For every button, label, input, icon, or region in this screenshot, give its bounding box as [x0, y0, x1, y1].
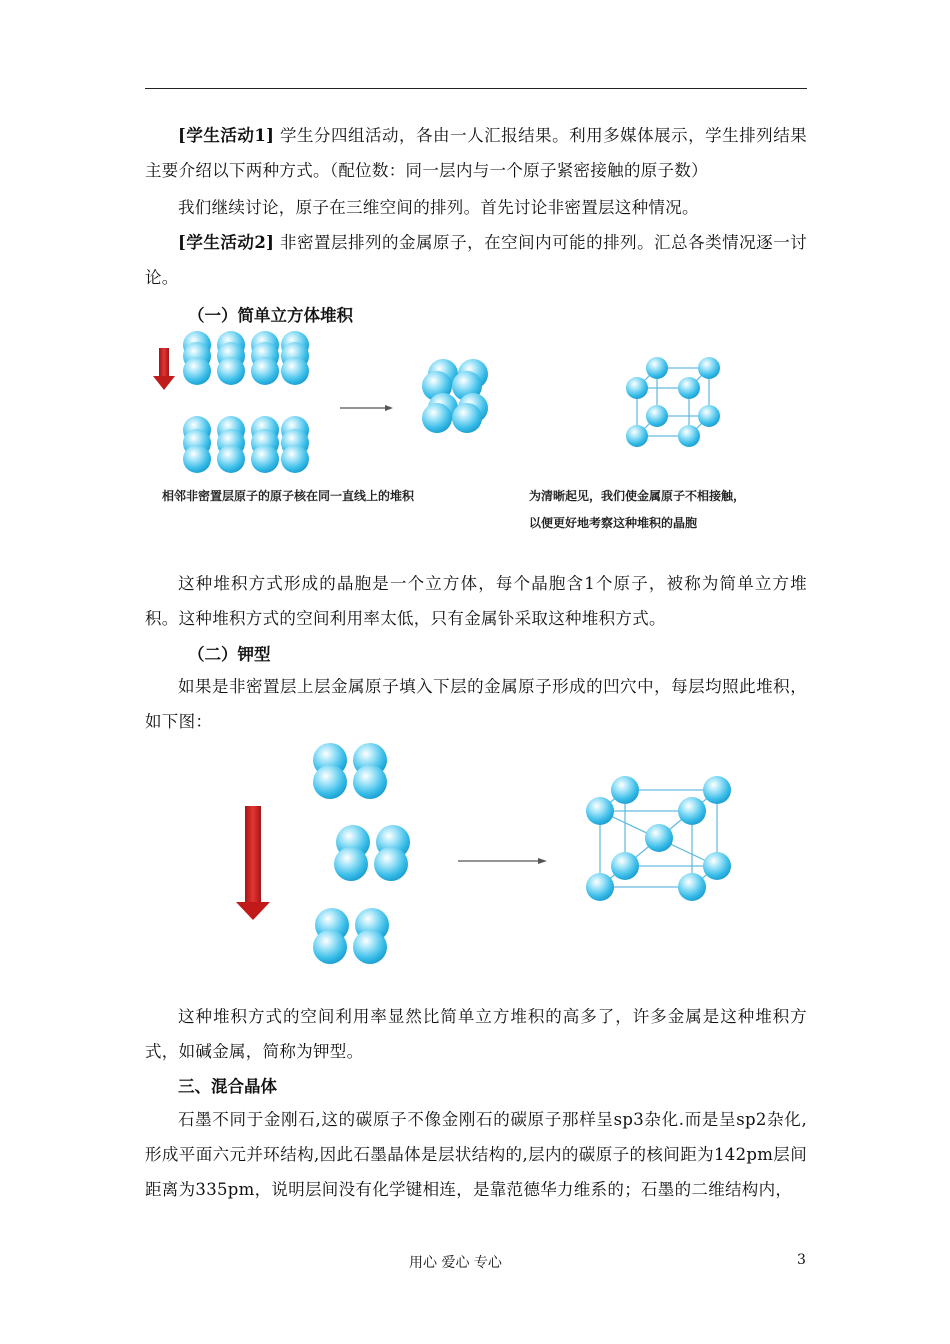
footer-motto: 用心 爱心 专心: [409, 1255, 502, 1271]
activity-1-text: 学生分四组活动，各由一人汇报结果。利用多媒体展示，学生排列结果主要介绍以下两种方式。（配位数：同一层内与一个原子紧密接触的原子数）: [145, 126, 807, 180]
header-rule: [145, 88, 807, 89]
caption-right-line-2: 以便更好地考察这种堆积的晶胞: [529, 516, 698, 530]
right-arrow-icon: [340, 405, 393, 411]
section-3-heading: 三、混合晶体: [178, 1077, 277, 1096]
lower-layer-atoms: [183, 416, 309, 473]
paragraph-potassium-intro: 如果是非密置层上层金属原子填入下层的金属原子形成的凹穴中，每层均照此堆积，如下图：: [145, 677, 807, 731]
caption-right-line-1: 为清晰起见，我们使金属原子不相接触，: [529, 489, 746, 503]
activity-2-label: [学生活动2]: [178, 233, 275, 252]
paragraph-simple-cubic: 这种堆积方式形成的晶胞是一个立方体，每个晶胞含1个原子，被称为简单立方堆积。这种堆积方式的空间利用率太低，只有金属钋采取这种堆积方式。: [145, 574, 807, 628]
page-number: 3: [797, 1252, 806, 1268]
top-layer-atoms: [313, 743, 387, 799]
red-down-arrow-small-icon: [153, 348, 175, 390]
open-cubic-cell: [637, 368, 709, 436]
caption-left: 相邻非密置层原子的原子核在同一直线上的堆积: [162, 489, 415, 503]
open-cubic-cell-atoms: [626, 357, 720, 447]
red-down-arrow-large-icon: [236, 806, 270, 920]
paragraph-activity-1: [145, 118, 807, 188]
packed-cubic-cell: [422, 359, 488, 433]
right-arrow-icon-2: [458, 858, 547, 864]
activity-1-label: [学生活动1]: [178, 126, 275, 145]
bcc-cell-atoms: [586, 776, 731, 901]
paragraph-potassium-summary: 这种堆积方式的空间利用率显然比简单立方堆积的高多了，许多金属是这种堆积方式，如碱金属，简称为钾型。: [145, 1007, 807, 1061]
paragraph-activity-2: [145, 225, 807, 295]
bottom-layer-atoms: [313, 908, 389, 964]
paragraph-graphite: 石墨不同于金刚石,这的碳原子不像金刚石的碳原子那样呈sp3杂化.而是呈sp2杂化,形成平面六元并环结构,因此石墨晶体是层状结构的,层内的碳原子的核间距为142pm层间距离为335pm，说明层间没有化学键相连，是靠范德华力维系的；石墨的二维结构内，: [145, 1110, 807, 1199]
section-2-heading: （二）钾型: [188, 645, 271, 664]
paragraph-discussion: 我们继续讨论，原子在三维空间的排列。首先讨论非密置层这种情况。: [178, 198, 699, 217]
section-1-heading: （一）简单立方体堆积: [188, 306, 353, 325]
simple-cubic-figure: [145, 330, 807, 540]
middle-layer-atoms: [334, 825, 410, 881]
activity-2-text: 非密置层排列的金属原子，在空间内可能的排列。汇总各类情况逐一讨论。: [145, 233, 807, 287]
upper-layer-atoms: [183, 331, 309, 385]
potassium-type-figure: [220, 738, 740, 978]
